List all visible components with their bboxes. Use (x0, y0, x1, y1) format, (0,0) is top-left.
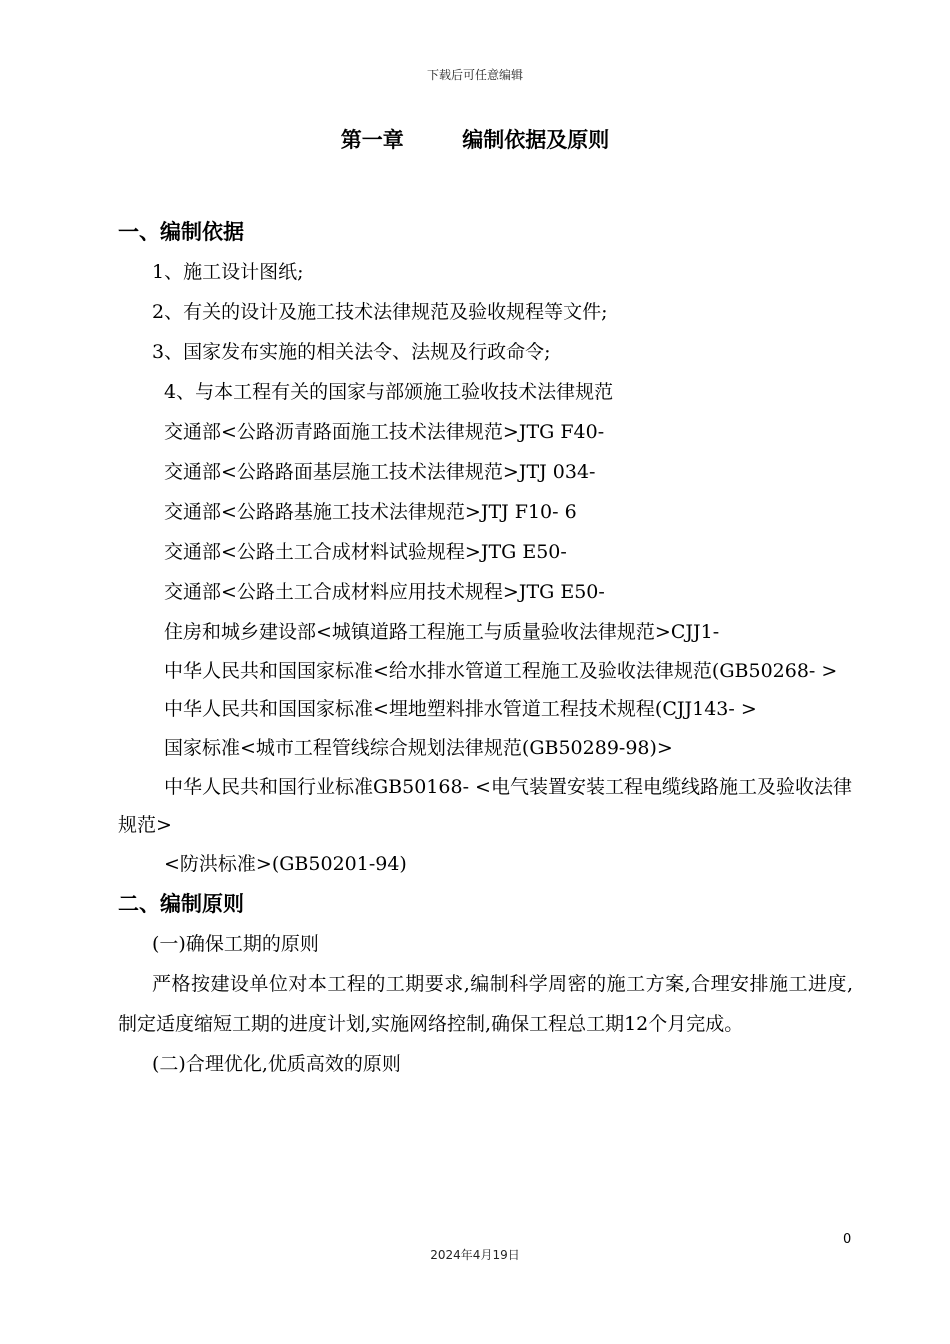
page-number: 0 (843, 1232, 852, 1247)
basis-item-2: 2、有关的设计及施工技术法律规范及验收规程等文件; (152, 301, 608, 323)
header-note: 下载后可任意编辑 (426, 68, 523, 82)
standard-item: 交通部<公路路面基层施工技术法律规范>JTJ 034- (164, 461, 596, 483)
standard-item-flood: <防洪标准>(GB50201-94) (164, 853, 407, 875)
chapter-title: 第一章 编制依据及原则 (340, 128, 610, 152)
standard-item: 交通部<公路沥青路面施工技术法律规范>JTG F40- (164, 421, 605, 443)
principle-sub-1: (一)确保工期的原则 (152, 933, 319, 955)
basis-item-1: 1、施工设计图纸; (152, 261, 304, 283)
principle-sub-2: (二)合理优化,优质高效的原则 (152, 1053, 401, 1075)
standard-item-water-supply: 中华人民共和国国家标准<给水排水管道工程施工及验收法律规范(GB50268- > (164, 660, 838, 682)
standard-item: 交通部<公路土工合成材料应用技术规程>JTG E50- (164, 581, 605, 603)
principle-paragraph-1: 严格按建设单位对本工程的工期要求,编制科学周密的施工方案,合理安排施工进度,制定适度缩短工期的进度计划,实施网络控制,确保工程总工期12个月完成。 (118, 973, 853, 1035)
section-heading-basis: 一、编制依据 (118, 220, 244, 244)
footer-date: 2024年4月19日 (430, 1248, 520, 1262)
standard-item-plastic-pipe: 中华人民共和国国家标准<埋地塑料排水管道工程技术规程(CJJ143- > (164, 698, 757, 720)
basis-item-3: 3、国家发布实施的相关法令、法规及行政命令; (152, 341, 551, 363)
section-heading-principles: 二、编制原则 (118, 892, 244, 916)
standard-item: 住房和城乡建设部<城镇道路工程施工与质量验收法律规范>CJJ1- (164, 621, 720, 643)
basis-item-4: 4、与本工程有关的国家与部颁施工验收技术法律规范 (164, 381, 614, 403)
document-body (118, 212, 853, 1084)
standard-item: 交通部<公路路基施工技术法律规范>JTJ F10- 6 (164, 501, 577, 523)
standard-item-city-pipeline: 国家标准<城市工程管线综合规划法律规范(GB50289-98)> (164, 737, 673, 759)
standard-item: 交通部<公路土工合成材料试验规程>JTG E50- (164, 541, 567, 563)
standard-item-cable: 中华人民共和国行业标准GB50168- <电气装置安装工程电缆线路施工及验收法律规范> (118, 776, 852, 836)
